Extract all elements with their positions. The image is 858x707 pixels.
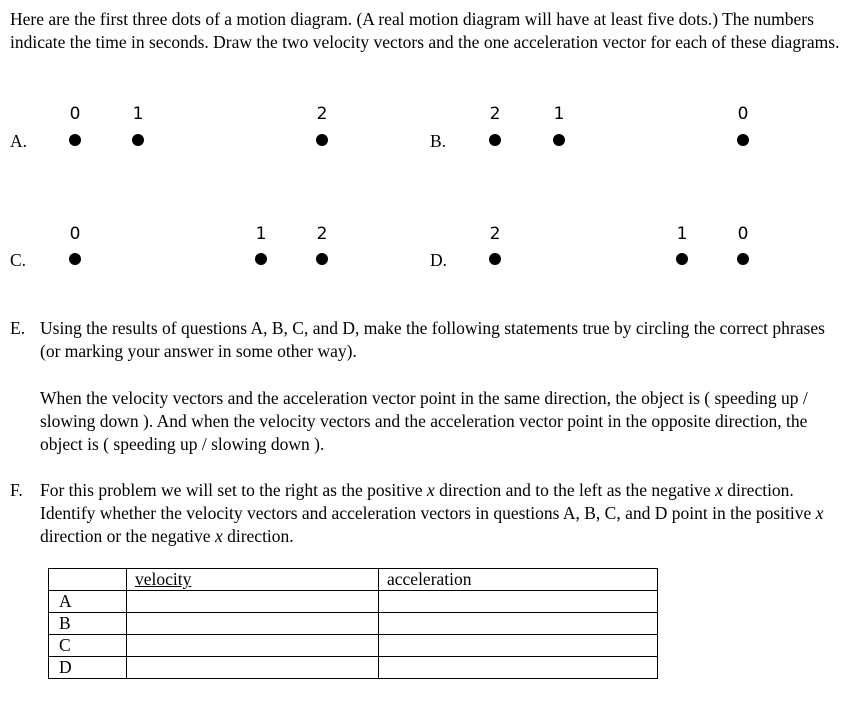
diagram-c-time-0: 0: [69, 224, 81, 244]
table-row: [49, 613, 658, 635]
diagram-d-label: D.: [430, 250, 448, 270]
velocity-cell[interactable]: [127, 635, 379, 657]
diagram-a-time-0: 0: [69, 104, 81, 124]
variable-x: x: [715, 480, 723, 500]
question-e-statement: When the velocity vectors and the acceleration vector point in the same direction, the object is ( speeding up / slowing down ). And when the velocity vectors and the acceleration vector point in the opposite direction, the object is ( speeding up / slowing down ).: [40, 388, 808, 454]
diagram-b-dot-1: [553, 134, 565, 146]
diagram-c-dot-1: [255, 253, 267, 265]
diagram-d-time-2: 2: [489, 224, 501, 244]
variable-x: x: [815, 503, 824, 523]
diagram-d-time-1: 1: [676, 224, 688, 244]
table-header-cell: [49, 569, 127, 591]
acceleration-cell[interactable]: [379, 591, 658, 613]
diagram-d-time-0: 0: [737, 224, 749, 244]
acceleration-cell[interactable]: [379, 613, 658, 635]
diagram-c-time-2: 2: [316, 224, 328, 244]
diagram-a-dot-0: [69, 134, 81, 146]
diagram-b-time-1: 1: [553, 104, 565, 124]
acceleration-cell[interactable]: [379, 635, 658, 657]
question-f-text-part: direction and to the left as the negative: [434, 480, 716, 500]
diagram-a-time-2: 2: [316, 104, 328, 124]
question-e-label: E.: [10, 318, 26, 338]
row-label: D: [49, 657, 127, 679]
question-f-label: F.: [10, 480, 23, 500]
velocity-cell[interactable]: [127, 657, 379, 679]
velocity-cell[interactable]: [127, 591, 379, 613]
question-f-text-part: For this problem we will set to the right as the positive: [40, 480, 427, 500]
diagram-a-dot-1: [132, 134, 144, 146]
question-f-text-part: direction. Identify whether the velocity vectors and acceleration vectors in questions A, B, C, and D point in the positive: [40, 480, 816, 523]
table-header-velocity: [127, 569, 379, 591]
intro-text: Here are the first three dots of a motion diagram. (A real motion diagram will have at least five dots.) The numbers indicate the time in seconds. Draw the two velocity vectors and the one acceleration vector for each of these diagrams.: [10, 9, 840, 52]
table-row: [49, 591, 658, 613]
velocity-header-text: velocity: [135, 569, 192, 589]
diagram-b-time-0: 0: [737, 104, 749, 124]
acceleration-cell[interactable]: [379, 657, 658, 679]
diagram-c-dot-0: [69, 253, 81, 265]
answer-table: [48, 568, 658, 679]
diagram-c-label: C.: [10, 250, 27, 270]
diagram-c-time-1: 1: [255, 224, 267, 244]
variable-x: x: [214, 526, 223, 546]
question-f-text-part: direction.: [222, 526, 294, 546]
diagram-d-dot-2: [489, 253, 501, 265]
diagram-a-time-1: 1: [132, 104, 144, 124]
variable-x: x: [426, 480, 435, 500]
diagram-d-dot-0: [737, 253, 749, 265]
diagram-c-dot-2: [316, 253, 328, 265]
table-header-row: [49, 569, 658, 591]
table-row: [49, 635, 658, 657]
diagram-b-label: B.: [430, 131, 447, 151]
table-row: [49, 657, 658, 679]
question-e-text: Using the results of questions A, B, C, and D, make the following statements true by circling the correct phrases (or marking your answer in some other way).: [40, 318, 825, 361]
diagram-b-time-2: 2: [489, 104, 501, 124]
diagram-d-dot-1: [676, 253, 688, 265]
velocity-cell[interactable]: [127, 613, 379, 635]
row-label: C: [49, 635, 127, 657]
question-f-text-part: direction or the negative: [40, 526, 215, 546]
diagram-b-dot-0: [737, 134, 749, 146]
row-label: A: [49, 591, 127, 613]
diagram-a-dot-2: [316, 134, 328, 146]
table-header-acceleration: acceleration: [379, 569, 658, 591]
diagram-b-dot-2: [489, 134, 501, 146]
diagram-a-label: A.: [10, 131, 28, 151]
question-f-text: [40, 479, 835, 548]
row-label: B: [49, 613, 127, 635]
